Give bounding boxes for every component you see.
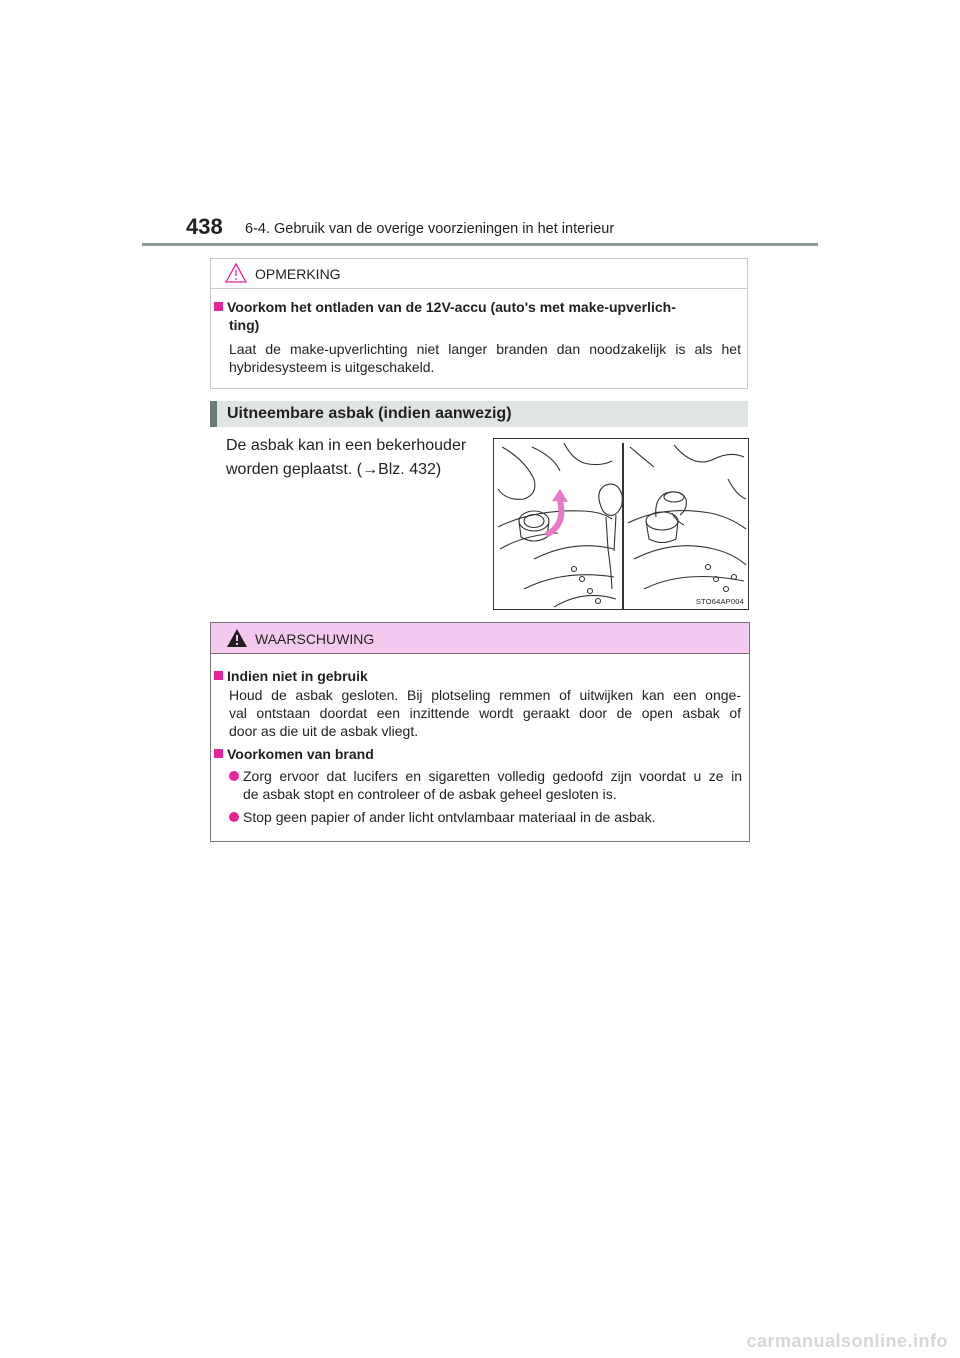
paragraph-line: worden geplaatst. (→Blz. 432) (226, 461, 442, 478)
section-banner (210, 401, 748, 427)
warning-triangle-icon (226, 628, 248, 648)
header-rule (142, 243, 818, 246)
notice-title: OPMERKING (255, 266, 341, 282)
figure-code: STO64AP004 (695, 597, 744, 606)
warning-body-line: val ontstaan doordat een inzittende wordt geraakt door de open asbak of (229, 705, 741, 721)
paragraph-line: De asbak kan in een bekerhouder (226, 437, 467, 454)
square-bullet-icon (214, 671, 223, 680)
ashtray-drawing (494, 439, 749, 610)
notice-item-body-line: Laat de make-upverlichting niet langer branden dan noodzakelijk is als het (229, 341, 741, 357)
warning-body-line: Houd de asbak gesloten. Bij plotseling remmen of uitwijken kan een onge- (229, 687, 741, 703)
warning-bullet-line: de asbak stopt en controleer of de asbak geheel gesloten is. (243, 786, 617, 802)
warning-item-heading: Voorkomen van brand (214, 745, 374, 763)
body-paragraph (226, 434, 486, 482)
circle-bullet-icon (229, 771, 239, 781)
notice-header (211, 259, 747, 289)
warning-header (211, 623, 749, 654)
circle-bullet-icon (229, 812, 239, 822)
warning-bullet-line: Stop geen papier of ander licht ontvlambaar materiaal in de asbak. (229, 808, 655, 826)
warning-item-heading: Indien niet in gebruik (214, 667, 368, 685)
section-title: 6-4. Gebruik van de overige voorzieningen in het interieur (245, 221, 615, 237)
section-banner-title: Uitneembare asbak (indien aanwezig) (227, 405, 512, 422)
notice-item-heading-cont: ting) (229, 317, 260, 333)
warning-bullet-line: Zorg ervoor dat lucifers en sigaretten volledig gedoofd zijn voordat u ze in (229, 767, 742, 785)
caution-triangle-icon (225, 263, 247, 283)
notice-item-body-line: hybridesysteem is uitgeschakeld. (229, 359, 435, 375)
warning-body-line: door as die uit de asbak vliegt. (229, 723, 419, 739)
warning-title: WAARSCHUWING (255, 631, 375, 647)
watermark: carmanualsonline.info (746, 1331, 948, 1351)
banner-accent-bar (210, 401, 217, 427)
notice-item-heading: Voorkom het ontladen van de 12V-accu (auto's met make-upverlich- (214, 298, 742, 316)
square-bullet-icon (214, 302, 223, 311)
page-number: 438 (186, 214, 223, 239)
ashtray-illustration (493, 438, 749, 610)
square-bullet-icon (214, 749, 223, 758)
